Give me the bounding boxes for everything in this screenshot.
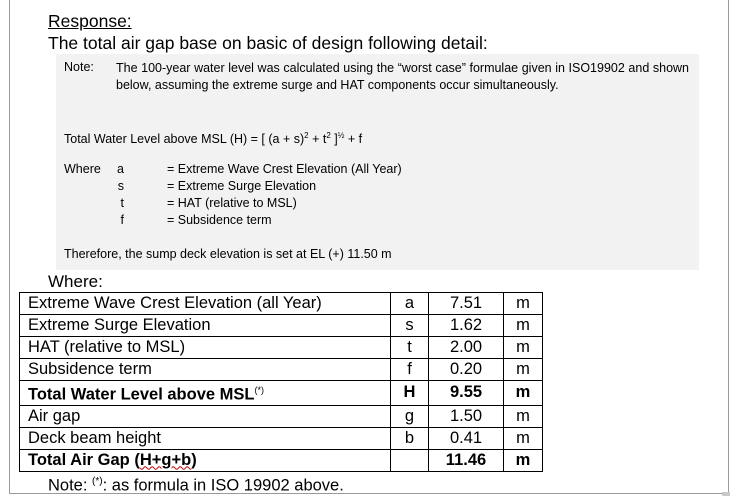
frame-corner-marker <box>722 492 730 496</box>
footnote-text: : as formula in ISO 19902 above. <box>102 476 344 495</box>
therefore-text: Therefore, the sump deck elevation is set at EL (+) 11.50 m <box>64 247 392 261</box>
param-value: 0.20 <box>429 359 504 381</box>
param-name-pre: Total Air Gap ( <box>28 450 140 469</box>
definition-text <box>167 178 316 195</box>
param-symbol: f <box>391 359 429 381</box>
param-symbol: t <box>391 337 429 359</box>
definition-symbol: a <box>117 162 124 176</box>
param-unit: m <box>504 315 543 337</box>
table-row <box>20 315 543 337</box>
param-name-text: Total Water Level above MSL <box>28 385 255 404</box>
param-unit: m <box>504 449 543 471</box>
param-name: Extreme Surge Elevation <box>20 315 391 337</box>
param-name: Extreme Wave Crest Elevation (all Year) <box>20 293 391 315</box>
param-name <box>20 449 391 471</box>
formula-half: ½ <box>337 131 345 140</box>
param-symbol: b <box>391 427 429 449</box>
formula-square-2: 2 <box>326 131 331 140</box>
param-name-post: ) <box>191 450 197 469</box>
param-unit: m <box>504 427 543 449</box>
param-symbol: g <box>391 405 429 427</box>
response-heading: Response: <box>48 11 132 31</box>
param-name: Subsidence term <box>20 359 391 381</box>
intro-text: The total air gap base on basic of design following detail: <box>48 33 488 53</box>
water-level-formula <box>64 128 362 147</box>
param-value: 9.55 <box>429 381 504 406</box>
table-row-total-water-level <box>20 381 543 406</box>
table-row <box>20 405 543 427</box>
param-value: 11.46 <box>429 449 504 471</box>
definition-text-value: = Extreme Surge Elevation <box>167 179 317 193</box>
param-unit: m <box>504 337 543 359</box>
param-symbol: s <box>391 315 429 337</box>
param-value: 1.62 <box>429 315 504 337</box>
param-value: 7.51 <box>429 293 504 315</box>
air-gap-table <box>19 292 543 472</box>
note-label: Note: <box>64 60 94 74</box>
note-text: The 100-year water level was calculated using the “worst case” formulae given in ISO19902 and shown below, assuming the extreme surge and HAT components occur simultaneously. <box>116 61 689 92</box>
where-heading: Where: <box>48 272 103 291</box>
footnote <box>48 472 344 496</box>
where-label: Where <box>64 162 101 176</box>
definition-symbol: f <box>120 213 124 227</box>
param-name-spellcheck: H+g+b <box>139 450 192 469</box>
footnote-pre: Note: <box>48 476 93 495</box>
table-row <box>20 337 543 359</box>
param-symbol: H <box>391 381 429 406</box>
param-name: HAT (relative to MSL) <box>20 337 391 359</box>
definition-text: = Subsidence term <box>167 213 272 227</box>
param-name-footnote: (*) <box>254 385 264 395</box>
param-value: 2.00 <box>429 337 504 359</box>
definition-text: = Extreme Wave Crest Elevation (All Year) <box>167 162 402 176</box>
param-symbol <box>391 449 429 471</box>
param-name: Deck beam height <box>20 427 391 449</box>
definition-text: = HAT (relative to MSL) <box>167 196 297 210</box>
param-unit: m <box>504 405 543 427</box>
formula-tail: + f <box>344 132 363 147</box>
param-symbol: a <box>391 293 429 315</box>
param-unit: m <box>504 359 543 381</box>
param-unit: m <box>504 293 543 315</box>
param-value: 1.50 <box>429 405 504 427</box>
formula-lhs: Total Water Level above MSL (H) = [ (a + s) <box>64 132 305 147</box>
param-value: 0.41 <box>429 427 504 449</box>
definition-symbol: t <box>120 196 124 210</box>
formula-square-1: 2 <box>304 131 309 140</box>
formula-mid: + t <box>308 132 327 147</box>
table-row <box>20 427 543 449</box>
table-row <box>20 359 543 381</box>
param-name: Air gap <box>20 405 391 427</box>
footnote-marker: (*) <box>92 476 103 487</box>
param-name <box>20 381 391 406</box>
table-row <box>20 293 543 315</box>
param-unit: m <box>504 381 543 406</box>
definition-symbol: s <box>117 179 124 193</box>
formula-close: ] <box>330 132 338 147</box>
table-row-total-air-gap <box>20 449 543 471</box>
